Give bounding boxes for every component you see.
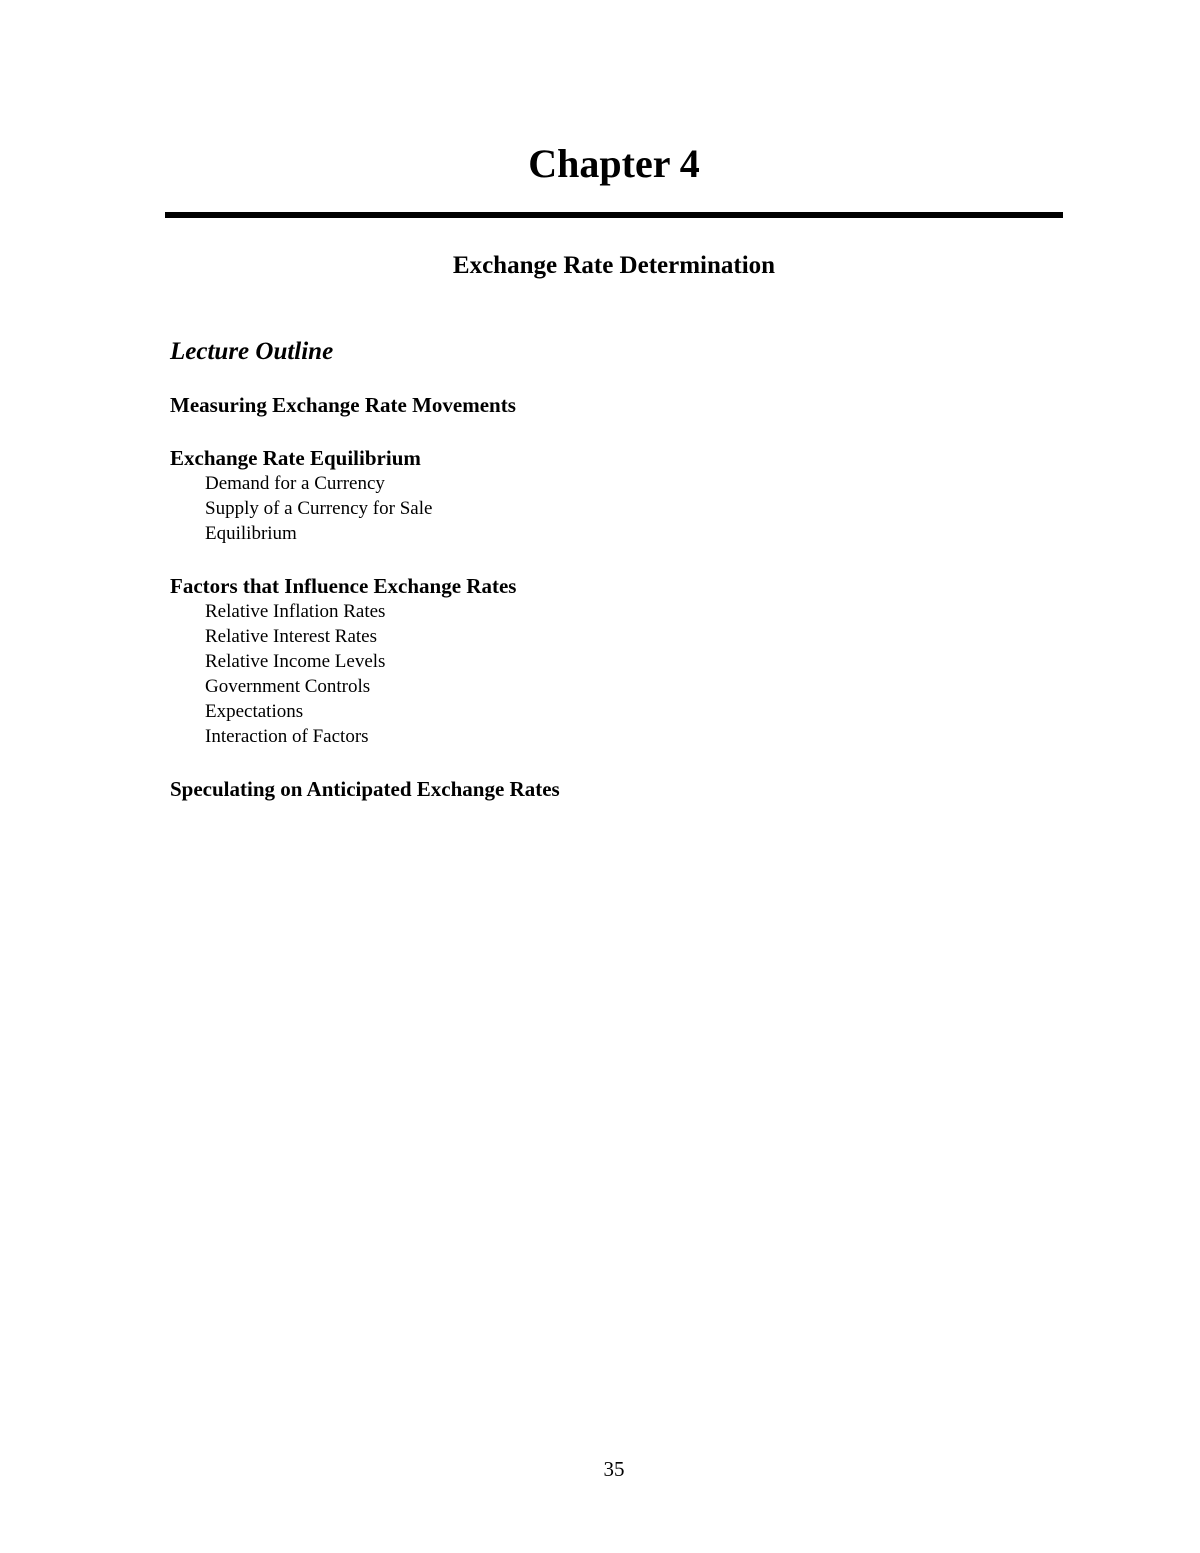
page-number: 35 [603,1457,625,1481]
subtopic-item: Equilibrium [205,523,297,544]
outline-section [170,776,1050,802]
section-title: Exchange Rate Equilibrium [170,446,421,470]
subtopic-list [170,471,1050,546]
outline-section [170,573,1050,749]
section-title: Measuring Exchange Rate Movements [170,393,516,417]
subtopic-item: Supply of a Currency for Sale [205,498,433,519]
subtopic-item: Government Controls [205,676,371,697]
title-rule [165,212,1063,218]
outline-heading: Lecture Outline [170,338,334,365]
subtopic-item: Demand for a Currency [205,473,385,494]
subtopic-item: Relative Interest Rates [205,626,377,647]
outline-section [170,445,1050,546]
outline-section [170,392,1050,418]
section-title: Factors that Influence Exchange Rates [170,574,517,598]
section-title: Speculating on Anticipated Exchange Rates [170,777,560,801]
lecture-outline [170,392,1050,829]
subtopic-list [170,599,1050,749]
chapter-title: Chapter 4 [528,141,700,186]
subtopic-item: Relative Inflation Rates [205,601,386,622]
subtopic-item: Interaction of Factors [205,726,369,747]
subtopic-item: Relative Income Levels [205,651,386,672]
chapter-subtitle: Exchange Rate Determination [452,252,776,279]
subtopic-item: Expectations [205,701,304,722]
